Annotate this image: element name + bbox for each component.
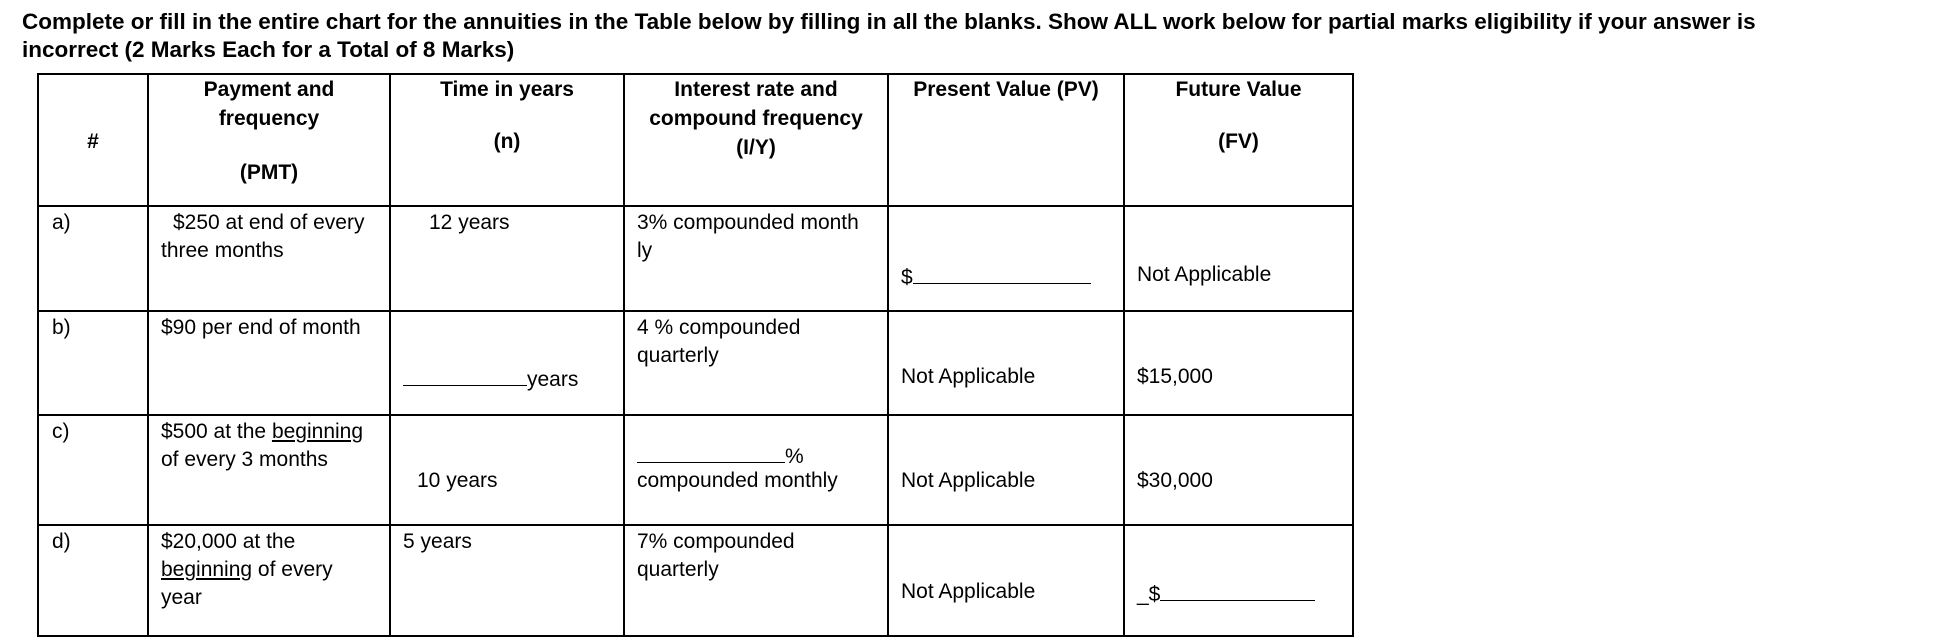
table-row: [38, 206, 1353, 311]
row-d-interest-line-1: 7% compounded: [637, 530, 795, 553]
row-d-time: 5 years: [403, 530, 472, 553]
row-b-pv-cell: [888, 311, 1124, 415]
row-c-interest-blank[interactable]: [637, 442, 804, 469]
row-c-fv: $30,000: [1137, 469, 1213, 492]
row-b-label-cell: [38, 311, 148, 415]
row-c-fv-cell: [1124, 415, 1353, 525]
row-c-pmt-cell: [148, 415, 390, 525]
instructions-heading: [22, 8, 1902, 64]
row-b-fv: $15,000: [1137, 365, 1213, 388]
row-d-fv-prefix: _$: [1137, 583, 1161, 606]
row-b-interest-cell: [624, 311, 888, 415]
row-b-time-suffix: years: [527, 368, 579, 391]
table-row: [38, 311, 1353, 415]
row-d-pv: Not Applicable: [901, 580, 1036, 603]
header-time-line-2: (n): [493, 130, 521, 153]
row-b-interest-line-2: quarterly: [637, 344, 719, 367]
row-d-pmt-line-3: year: [161, 586, 202, 609]
row-b-interest-line-1: 4 % compounded: [637, 316, 801, 339]
header-pmt: [148, 74, 390, 206]
header-number-label: #: [87, 130, 99, 153]
header-pmt-line-2: frequency: [218, 107, 320, 130]
row-d-pmt-cell: [148, 525, 390, 636]
row-c-time: 10 years: [417, 469, 498, 492]
row-b-time-blank[interactable]: [403, 365, 578, 392]
row-a-pv-prefix: $: [901, 266, 913, 289]
header-interest: [624, 74, 888, 206]
table-row: [38, 415, 1353, 525]
annuity-table: [37, 73, 1354, 637]
row-c-pv-cell: [888, 415, 1124, 525]
row-b-pmt-cell: [148, 311, 390, 415]
table-header-row: [38, 74, 1353, 206]
row-a-pmt-cell: [148, 206, 390, 311]
row-d-label-cell: [38, 525, 148, 636]
row-d-pmt-line-2: [161, 558, 333, 582]
row-b-pmt: $90 per end of month: [161, 316, 361, 339]
row-a-interest-line-1: 3% compounded month: [637, 211, 859, 234]
row-a-pmt-line-1: $250 at end of every: [173, 211, 365, 234]
row-c-interest-underline: [637, 442, 785, 463]
row-a-label: a): [52, 211, 71, 234]
row-d-interest-cell: [624, 525, 888, 636]
header-fv-line-1: Future Value: [1175, 78, 1302, 101]
row-c-pmt-line-2: of every 3 months: [161, 448, 328, 471]
row-a-time: 12 years: [429, 211, 510, 234]
row-a-pv-blank[interactable]: [901, 263, 1091, 290]
header-interest-line-3: (I/Y): [736, 136, 776, 159]
header-time-line-1: Time in years: [440, 78, 574, 101]
row-a-pv-underline: [913, 263, 1091, 284]
row-b-fv-cell: [1124, 311, 1353, 415]
row-d-fv-cell: [1124, 525, 1353, 636]
row-b-time-cell: [390, 311, 624, 415]
row-c-pmt-beginning: beginning: [271, 420, 364, 443]
row-a-fv: Not Applicable: [1137, 263, 1272, 286]
row-d-interest-line-2: quarterly: [637, 558, 719, 581]
row-b-time-underline: [403, 365, 527, 386]
header-pmt-line-3: (PMT): [239, 161, 299, 184]
row-d-fv-blank[interactable]: [1137, 580, 1315, 607]
row-d-fv-underline: [1160, 580, 1315, 601]
header-interest-line-2: compound frequency: [649, 107, 863, 130]
row-d-pmt-beginning: beginning: [161, 558, 253, 581]
row-a-pv-cell: [888, 206, 1124, 311]
row-c-pmt-line-1: [161, 420, 363, 444]
row-c-pmt-line-1-text: $500 at the: [161, 420, 272, 443]
row-c-interest-line-2: compounded monthly: [637, 469, 838, 492]
header-fv: [1124, 74, 1353, 206]
header-number: [38, 74, 148, 206]
header-pv: [888, 74, 1124, 206]
row-a-interest-line-2: ly: [637, 239, 653, 262]
row-d-pv-cell: [888, 525, 1124, 636]
row-a-label-cell: [38, 206, 148, 311]
header-fv-line-2: (FV): [1218, 130, 1259, 153]
table-row: [38, 525, 1353, 636]
row-b-label: b): [52, 316, 71, 339]
header-pmt-line-1: Payment and: [203, 78, 335, 101]
row-c-time-cell: [390, 415, 624, 525]
row-c-label-cell: [38, 415, 148, 525]
header-interest-line-1: Interest rate and: [674, 78, 838, 101]
instructions-line-1: Complete or fill in the entire chart for the annuities in the Table below by filling in all the blanks. Show ALL work below for partial marks eligibility if your answer is: [22, 9, 1756, 34]
header-pv-label: Present Value (PV): [913, 78, 1099, 101]
row-c-interest-suffix: %: [785, 445, 804, 468]
row-c-pv: Not Applicable: [901, 469, 1036, 492]
row-d-time-cell: [390, 525, 624, 636]
row-b-pv: Not Applicable: [901, 365, 1036, 388]
row-a-fv-cell: [1124, 206, 1353, 311]
instructions-line-2: incorrect (2 Marks Each for a Total of 8 Marks): [22, 37, 515, 62]
row-c-interest-cell: [624, 415, 888, 525]
row-a-interest-cell: [624, 206, 888, 311]
row-a-pmt-line-2: three months: [161, 239, 284, 262]
row-d-pmt-line-1: $20,000 at the: [161, 530, 296, 553]
row-a-time-cell: [390, 206, 624, 311]
row-d-label: d): [52, 530, 71, 553]
header-time: [390, 74, 624, 206]
row-c-label: c): [52, 420, 70, 443]
row-d-pmt-line-2-text: of every: [252, 558, 333, 581]
